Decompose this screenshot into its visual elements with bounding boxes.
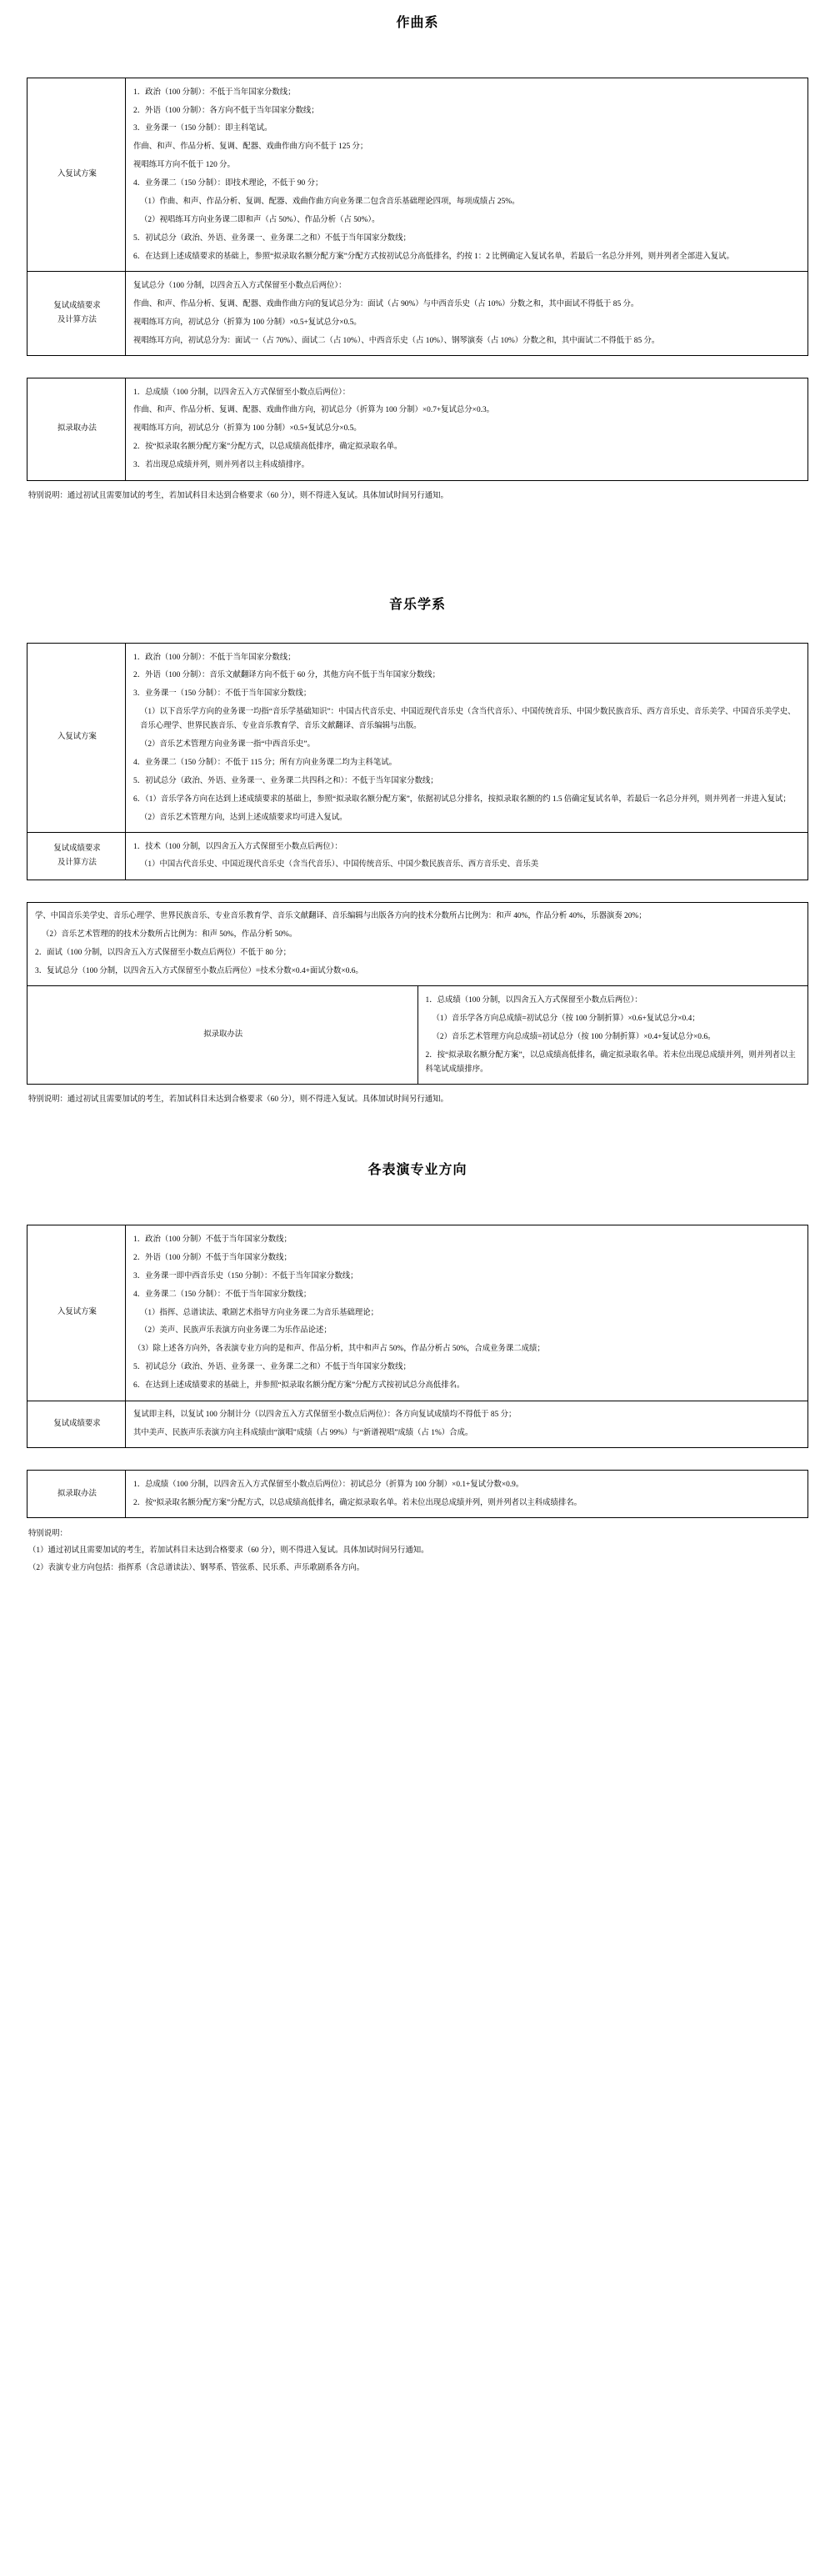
score-item: 复试即主科，以复试 100 分制计分（以四舍五入方式保留至小数点后两位）：各方向复试成绩均不得低于 85 分；: [133, 1411, 517, 1420]
score-item: 视唱练耳方向，初试总分为：面试一（占 70%）、面试二（占 10%）、中西音乐史（占 10%）、钢琴演奏（占 10%）分数之和，其中面试二不得低于 85 分。: [133, 336, 660, 345]
plan-item: （2）音乐艺术管理方向，达到上述成绩要求均可进入复试。: [140, 813, 348, 822]
table-row: [28, 78, 808, 272]
score-req-line-2: 及计算方法: [58, 316, 97, 325]
plan-item: 作曲、和声、作品分析、复调、配器、戏曲作曲方向不低于 125 分；: [133, 143, 368, 152]
score-item: 1．技术（100 分制，以四舍五入方式保留至小数点后两位）：: [133, 842, 342, 851]
row-label-admit-method: 拟录取办法: [28, 1471, 126, 1518]
plan-item: 视唱练耳方向不低于 120 分。: [133, 161, 235, 170]
plan-item: 3．业务课一即中西音乐史（150 分制）：不低于当年国家分数线；: [133, 1271, 358, 1280]
section-title-composition: 作曲系: [396, 16, 439, 30]
admit-item: 作曲、和声、作品分析、复调、配器、戏曲作曲方向，初试总分（折算为 100 分制）×0.7+复试总分×0.3。: [133, 406, 495, 415]
plan-item: 1．政治（100 分制）不低于当年国家分数线；: [133, 1235, 292, 1244]
admit-item: 2．按“拟录取名额分配方案”分配方式，以总成绩高低排序，确定拟录取名单。: [133, 443, 402, 452]
section-title-musicology: 音乐学系: [388, 597, 446, 612]
score-item: 学、中国音乐美学史、音乐心理学、世界民族音乐、专业音乐教育学、音乐文献翻译、音乐编辑与出版各方向的技术分数所占比例为：和声 40%，作品分析 40%，乐器演奏 20%；: [35, 912, 647, 921]
plan-item: （3）除上述各方向外，各表演专业方向的是和声、作品分析，其中和声占 50%，作品分析占 50%，合成业务课二成绩；: [133, 1345, 545, 1354]
composition-note: [27, 481, 808, 505]
note-text: （2）表演专业方向包括：指挥系（含总谱读法）、钢琴系、管弦系、民乐系、声乐歌剧系各方向。: [28, 1563, 365, 1572]
musicology-plan-table: [27, 643, 808, 880]
row-label-admission-plan: 入复试方案: [28, 1225, 126, 1401]
score-req-line-1: 复试成绩要求: [53, 301, 101, 310]
performance-plan-table: [27, 1225, 808, 1448]
table-row: [28, 832, 808, 880]
musicology-note: [27, 1085, 808, 1109]
musicology-admit-cell: [418, 986, 808, 1084]
plan-item: 4．业务课二（150 分制）：即技术理论，不低于 90 分；: [133, 179, 323, 188]
performance-admit-cell: [126, 1471, 808, 1518]
score-item: 其中美声、民族声乐表演方向主科成绩由“演唱”成绩（占 99%）与“新谱视唱”成绩（占 1%）合成。: [133, 1429, 473, 1438]
composition-plan-cell: [126, 78, 808, 272]
performance-score-cell: [126, 1401, 808, 1448]
note-heading: 特别说明：: [28, 1529, 68, 1538]
score-item: 作曲、和声、作品分析、复调、配器、戏曲作曲方向的复试总分为：面试（占 90%）与中西音乐史（占 10%）分数之和，其中面试不得低于 85 分。: [133, 299, 639, 308]
plan-item: 3．业务课一（150 分制）：不低于当年国家分数线；: [133, 689, 312, 699]
admit-item: （1）音乐学各方向总成绩=初试总分（按 100 分制折算）×0.6+复试总分×0.4；: [432, 1014, 700, 1023]
note-text: 特别说明：通过初试且需要加试的考生，若加试科目未达到合格要求（60 分），则不得进入复试。具体加试时间另行通知。: [28, 492, 448, 501]
plan-item: （1）作曲、和声、作品分析、复调、配器、戏曲作曲方向业务课二包含音乐基础理论四项，每项成绩占 25%。: [140, 198, 520, 207]
musicology-score-cont-table: [27, 902, 808, 1085]
plan-item: （2）美声、民族声乐表演方向业务课二为乐作品论述；: [140, 1326, 332, 1336]
score-req-line-1: 复试成绩要求: [53, 844, 101, 853]
performance-notes: [27, 1518, 808, 1576]
row-label-score-requirement: [28, 832, 126, 880]
composition-score-cell: [126, 272, 808, 356]
composition-plan-table: [27, 78, 808, 356]
score-req-line-2: 及计算方法: [58, 858, 97, 867]
score-item: 3．复试总分（100 分制，以四舍五入方式保留至小数点后两位）=技术分数×0.4+面试分数×0.6。: [35, 967, 363, 976]
table-row: [28, 272, 808, 356]
row-label-admit-method: 拟录取办法: [28, 378, 126, 480]
score-item: （1）中国古代音乐史、中国近现代音乐史（含当代音乐）、中国传统音乐、中国少数民族音乐、西方音乐史、音乐美: [140, 860, 539, 870]
plan-item: 2．外语（100 分制）：各方向不低于当年国家分数线；: [133, 106, 319, 115]
admit-item: 视唱练耳方向，初试总分（折算为 100 分制）×0.5+复试总分×0.5。: [133, 424, 362, 434]
musicology-plan-cell: [126, 643, 808, 832]
admit-item: 1．总成绩（100 分制，以四舍五入方式保留至小数点后两位）：: [425, 996, 642, 1005]
plan-item: 3．业务课一（150 分制）：即主科笔试。: [133, 124, 272, 133]
table-row: [28, 986, 808, 1084]
table-row: [28, 643, 808, 832]
admit-item: （2）音乐艺术管理方向总成绩=初试总分（按 100 分制折算）×0.4+复试总分×0.6。: [432, 1032, 716, 1041]
table-row: [28, 1401, 808, 1448]
plan-item: 5．初试总分（政治、外语、业务课一、业务课二共四科之和）：不低于当年国家分数线；: [133, 776, 438, 785]
musicology-score-cell: [126, 832, 808, 880]
plan-item: （2）视唱练耳方向业务课二即和声（占 50%）、作品分析（占 50%）。: [140, 216, 380, 225]
plan-item: （2）音乐艺术管理方向业务课一指“中西音乐史”。: [140, 739, 315, 749]
plan-item: 1．政治（100 分制）：不低于当年国家分数线；: [133, 653, 296, 662]
plan-item: 1．政治（100 分制）：不低于当年国家分数线；: [133, 88, 296, 97]
plan-item: 6．（1）音乐学各方向在达到上述成绩要求的基础上，参照“拟录取名额分配方案”，依据初试总分排名，按拟录取名额的约 1.5 倍确定复试名单，若最后一名总分并列，则并列者一并进入复试；: [133, 794, 791, 804]
performance-plan-cell: [126, 1225, 808, 1401]
score-item: （2）音乐艺术管理的的技术分数所占比例为：和声 50%，作品分析 50%。: [42, 930, 298, 940]
musicology-score-cont-cell: [28, 902, 808, 986]
score-item: 复试总分（100 分制，以四舍五入方式保留至小数点后两位）：: [133, 281, 347, 290]
admit-item: 2．按“拟录取名额分配方案”分配方式，以总成绩高低排名，确定拟录取名单。若未位出现总成绩并列，则并列者以主科成绩排名。: [133, 1498, 582, 1507]
note-text: 特别说明：通过初试且需要加试的考生，若加试科目未达到合格要求（60 分），则不得进入复试。具体加试时间另行通知。: [28, 1095, 448, 1105]
table-row: [28, 1471, 808, 1518]
table-row: [28, 1225, 808, 1401]
row-label-admission-plan: 入复试方案: [28, 78, 126, 272]
admit-item: 1．总成绩（100 分制，以四舍五入方式保留至小数点后两位）：初试总分（折算为 100 分制）×0.1+复试分数×0.9。: [133, 1481, 524, 1490]
row-label-score-requirement: 复试成绩要求: [28, 1401, 126, 1448]
plan-item: 4．业务课二（150 分制）：不低于 115 分；所有方向业务课二均为主科笔试。: [133, 758, 398, 767]
plan-item: 5．初试总分（政治、外语、业务课一、业务课二之和）不低于当年国家分数线；: [133, 1363, 411, 1372]
plan-item: 6．在达到上述成绩要求的基础上，并参照“拟录取名额分配方案”分配方式按初试总分高低排名。: [133, 1381, 465, 1391]
admit-item: 2．按“拟录取名额分配方案”，以总成绩高低排名，确定拟录取名单。若未位出现总成绩并列，则并列者以主科笔试成绩排序。: [425, 1050, 796, 1074]
row-label-score-requirement: [28, 272, 126, 356]
admit-item: 3．若出现总成绩并列，则并列者以主科成绩排序。: [133, 461, 309, 470]
table-row: [28, 902, 808, 986]
plan-item: （1）以下音乐学方向的业务课一均指“音乐学基础知识”：中国古代音乐史、中国近现代音乐史（含当代音乐）、中国传统音乐、中国少数民族音乐、西方音乐史、音乐美学、中国音乐美学史、音乐心理学、世界民族音乐、专业音乐教育学、音乐文献翻译、音乐编辑与出版。: [140, 708, 796, 730]
plan-item: 5．初试总分（政治、外语、业务课一、业务课二之和）不低于当年国家分数线；: [133, 233, 411, 243]
composition-admit-table: [27, 378, 808, 481]
score-item: 2．面试（100 分制，以四舍五入方式保留至小数点后两位）不低于 80 分；: [35, 949, 292, 958]
plan-item: （1）指挥、总谱读法、歌剧艺术指导方向业务课二为音乐基础理论；: [140, 1308, 378, 1317]
plan-item: 2．外语（100 分制）不低于当年国家分数线；: [133, 1253, 292, 1262]
admit-item: 1．总成绩（100 分制，以四舍五入方式保留至小数点后两位）：: [133, 388, 351, 397]
composition-admit-cell: [126, 378, 808, 480]
table-row: [28, 378, 808, 480]
row-label-admit-method: 拟录取办法: [28, 986, 418, 1084]
plan-item: 4．业务课二（150 分制）：不低于当年国家分数线；: [133, 1290, 312, 1299]
row-label-admission-plan: 入复试方案: [28, 643, 126, 832]
plan-item: 2．外语（100 分制）：音乐文献翻译方向不低于 60 分，其他方向不低于当年国家分数线；: [133, 671, 440, 680]
score-item: 视唱练耳方向，初试总分（折算为 100 分制）×0.5+复试总分×0.5。: [133, 318, 362, 327]
plan-item: 6．在达到上述成绩要求的基础上，参照“拟录取名额分配方案”分配方式按初试总分高低排名，约按 1：2 比例确定入复试名单，若最后一名总分并列，则并列者全部进入复试。: [133, 252, 734, 261]
section-title-performance: 各表演专业方向: [368, 1163, 468, 1178]
note-text: （1）通过初试且需要加试的考生，若加试科目未达到合格要求（60 分），则不得进入复试。具体加试时间另行通知。: [28, 1546, 429, 1556]
performance-admit-table: [27, 1470, 808, 1518]
